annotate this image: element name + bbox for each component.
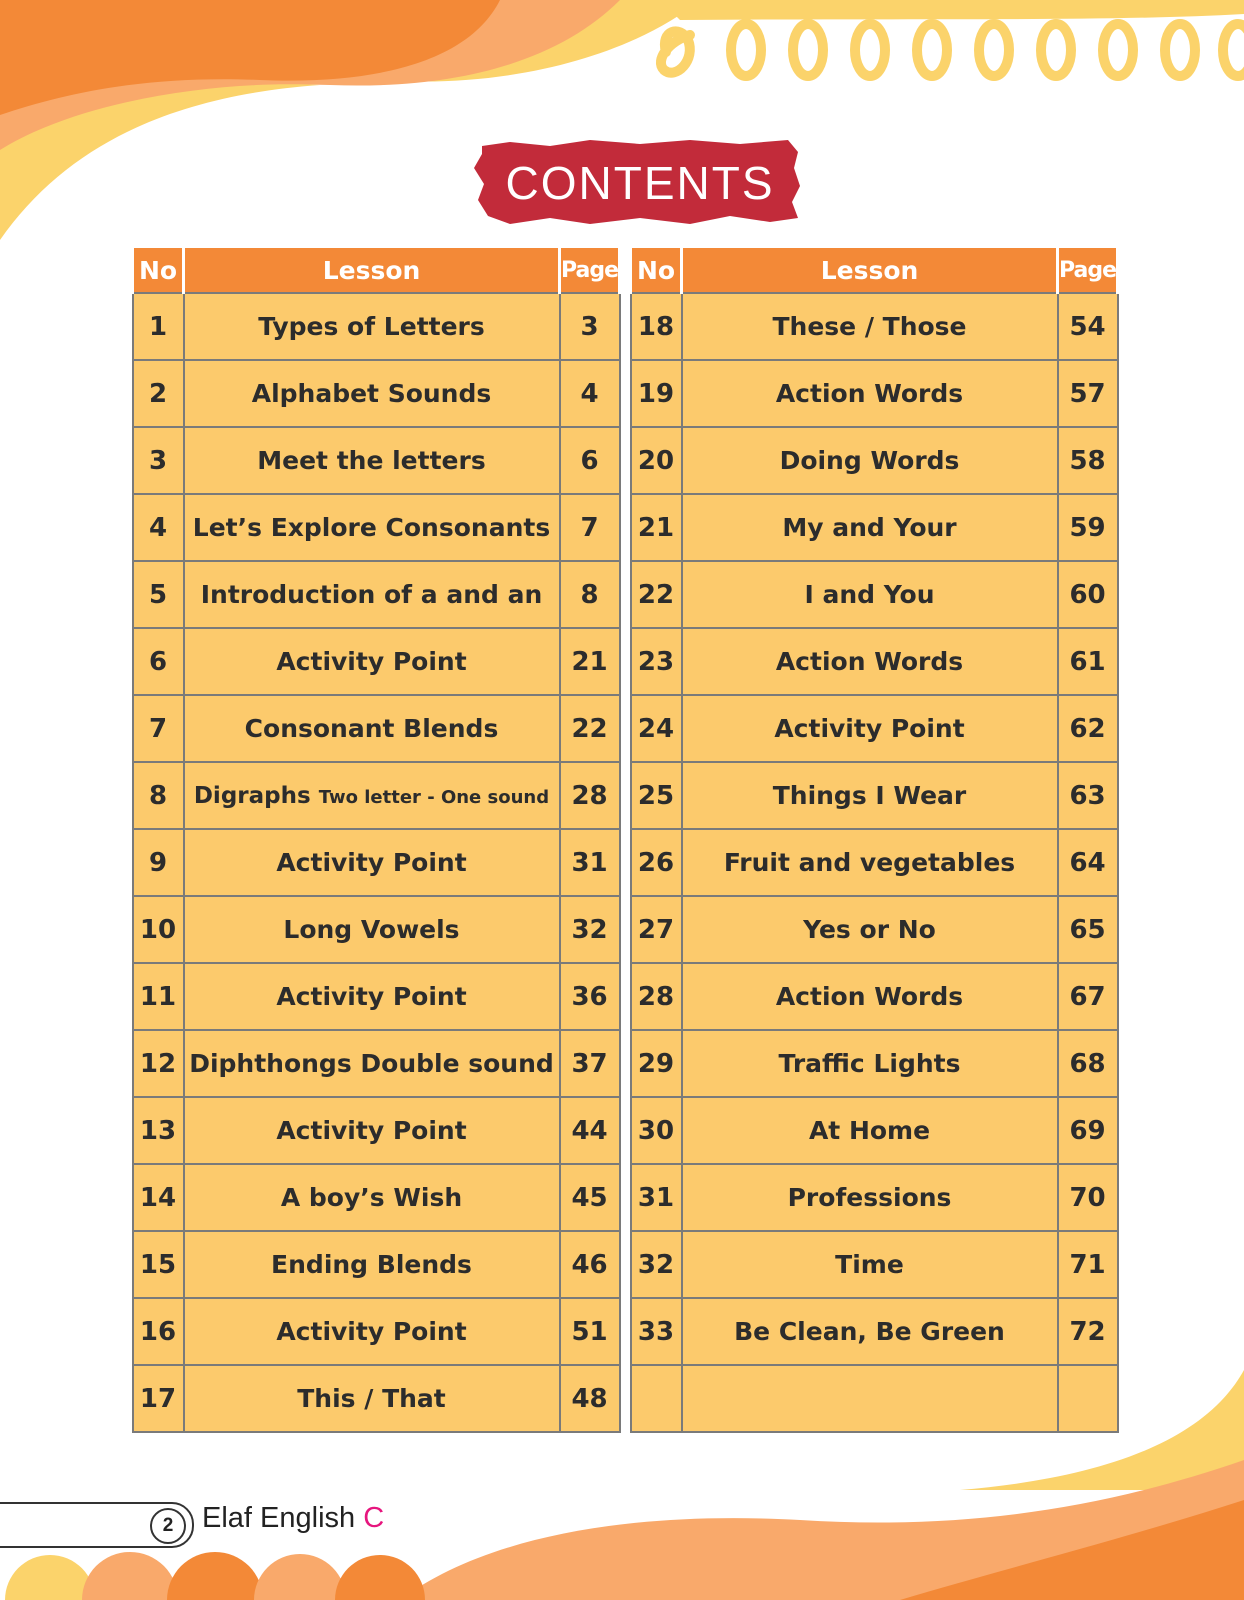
lesson-number: 10 — [133, 896, 184, 963]
lesson-title: Activity Point — [682, 695, 1058, 762]
lesson-title: I and You — [682, 561, 1058, 628]
lesson-number: 9 — [133, 829, 184, 896]
lesson-number: 12 — [133, 1030, 184, 1097]
page-number-cell: 69 — [1058, 1097, 1118, 1164]
table-row — [631, 628, 1118, 695]
page-number-cell: 62 — [1058, 695, 1118, 762]
table-row — [631, 1365, 1118, 1432]
lesson-title: Alphabet Sounds — [184, 360, 560, 427]
lesson-number: 3 — [133, 427, 184, 494]
lesson-number: 30 — [631, 1097, 682, 1164]
lesson-title: Activity Point — [184, 628, 560, 695]
table-row — [133, 427, 620, 494]
page-number-cell: 51 — [560, 1298, 620, 1365]
lesson-title: Things I Wear — [682, 762, 1058, 829]
lesson-title: Types of Letters — [184, 293, 560, 360]
page-number-cell: 72 — [1058, 1298, 1118, 1365]
header-page: Page — [1058, 248, 1118, 293]
table-row — [133, 561, 620, 628]
lesson-number: 24 — [631, 695, 682, 762]
page-number-cell: 21 — [560, 628, 620, 695]
lesson-title-subtitle: Two letter - One sound — [318, 786, 550, 808]
table-row — [631, 561, 1118, 628]
header-no: No — [133, 248, 184, 293]
lesson-number: 14 — [133, 1164, 184, 1231]
lesson-title: Time — [682, 1231, 1058, 1298]
page-number-cell: 67 — [1058, 963, 1118, 1030]
lesson-title: Fruit and vegetables — [682, 829, 1058, 896]
page-number-cell: 22 — [560, 695, 620, 762]
page-number-cell: 36 — [560, 963, 620, 1030]
lesson-title: Ending Blends — [184, 1231, 560, 1298]
lesson-number: 1 — [133, 293, 184, 360]
page-number-cell: 37 — [560, 1030, 620, 1097]
table-row — [631, 896, 1118, 963]
lesson-title: At Home — [682, 1097, 1058, 1164]
lesson-number: 11 — [133, 963, 184, 1030]
page-number-cell: 32 — [560, 896, 620, 963]
table-row — [631, 360, 1118, 427]
table-header-row — [133, 248, 620, 293]
lesson-number: 20 — [631, 427, 682, 494]
lesson-number: 29 — [631, 1030, 682, 1097]
table-row — [631, 1231, 1118, 1298]
lesson-number: 7 — [133, 695, 184, 762]
table-row — [631, 1030, 1118, 1097]
lesson-title: My and Your — [682, 494, 1058, 561]
page-number-cell: 59 — [1058, 494, 1118, 561]
page-number-cell: 31 — [560, 829, 620, 896]
lesson-number: 26 — [631, 829, 682, 896]
table-row — [631, 1298, 1118, 1365]
lesson-number: 8 — [133, 762, 184, 829]
brand-name: Elaf English — [202, 1502, 356, 1534]
table-row — [133, 1097, 620, 1164]
table-row — [631, 762, 1118, 829]
lesson-title: Yes or No — [682, 896, 1058, 963]
lesson-title: Activity Point — [184, 1298, 560, 1365]
page-number-cell: 71 — [1058, 1231, 1118, 1298]
lesson-title — [682, 1365, 1058, 1432]
lesson-title-main: Digraphs — [193, 782, 311, 809]
header-lesson: Lesson — [184, 248, 560, 293]
lesson-number: 6 — [133, 628, 184, 695]
table-row — [133, 963, 620, 1030]
contents-table-right — [629, 248, 1119, 1433]
lesson-title: These / Those — [682, 293, 1058, 360]
page-number-cell: 63 — [1058, 762, 1118, 829]
lesson-title: Let’s Explore Consonants — [184, 494, 560, 561]
table-row — [133, 695, 620, 762]
page-number: 2 — [150, 1508, 186, 1544]
lesson-number: 25 — [631, 762, 682, 829]
book-level: C — [363, 1502, 385, 1534]
page-number-cell: 57 — [1058, 360, 1118, 427]
table-row — [133, 360, 620, 427]
page-number-cell: 60 — [1058, 561, 1118, 628]
page-number-cell: 48 — [560, 1365, 620, 1432]
lesson-title: Professions — [682, 1164, 1058, 1231]
table-row — [133, 1231, 620, 1298]
lesson-number: 23 — [631, 628, 682, 695]
page-number-cell: 65 — [1058, 896, 1118, 963]
table-row — [631, 829, 1118, 896]
page-number-cell: 44 — [560, 1097, 620, 1164]
lesson-number: 33 — [631, 1298, 682, 1365]
lesson-number: 27 — [631, 896, 682, 963]
lesson-title: Long Vowels — [184, 896, 560, 963]
table-row — [133, 829, 620, 896]
page-number-cell: 3 — [560, 293, 620, 360]
table-row — [133, 628, 620, 695]
table-row — [631, 963, 1118, 1030]
header-page: Page — [560, 248, 620, 293]
page-title: CONTENTS — [505, 157, 775, 209]
lesson-number: 21 — [631, 494, 682, 561]
lesson-title: Traffic Lights — [682, 1030, 1058, 1097]
lesson-number: 13 — [133, 1097, 184, 1164]
book-title — [202, 1502, 384, 1535]
lesson-title: This / That — [184, 1365, 560, 1432]
page-number-cell: 54 — [1058, 293, 1118, 360]
lesson-title: Activity Point — [184, 1097, 560, 1164]
page-number-cell: 45 — [560, 1164, 620, 1231]
table-row — [133, 293, 620, 360]
lesson-number: 31 — [631, 1164, 682, 1231]
page-number-cell: 68 — [1058, 1030, 1118, 1097]
page-number-cell: 58 — [1058, 427, 1118, 494]
page-number-cell: 6 — [560, 427, 620, 494]
contents-table-left — [131, 248, 621, 1433]
lesson-number: 18 — [631, 293, 682, 360]
table-row — [631, 1164, 1118, 1231]
page-number-cell — [1058, 1365, 1118, 1432]
contents-title-banner — [470, 138, 810, 228]
table-row — [631, 494, 1118, 561]
page-number-cell: 8 — [560, 561, 620, 628]
lesson-number: 5 — [133, 561, 184, 628]
header-no: No — [631, 248, 682, 293]
table-row — [631, 427, 1118, 494]
table-row — [133, 1298, 620, 1365]
lesson-number: 2 — [133, 360, 184, 427]
table-row — [631, 1097, 1118, 1164]
lesson-number: 16 — [133, 1298, 184, 1365]
lesson-title — [184, 762, 560, 829]
table-header-row — [631, 248, 1118, 293]
lesson-number: 15 — [133, 1231, 184, 1298]
page-number-cell: 61 — [1058, 628, 1118, 695]
lesson-title: Diphthongs Double sound — [184, 1030, 560, 1097]
lesson-number: 19 — [631, 360, 682, 427]
table-row — [133, 1164, 620, 1231]
lesson-number: 28 — [631, 963, 682, 1030]
lesson-number: 32 — [631, 1231, 682, 1298]
lesson-number: 4 — [133, 494, 184, 561]
lesson-number — [631, 1365, 682, 1432]
table-row — [631, 293, 1118, 360]
lesson-number: 22 — [631, 561, 682, 628]
page-number-cell: 7 — [560, 494, 620, 561]
table-row — [631, 695, 1118, 762]
page-number-cell: 70 — [1058, 1164, 1118, 1231]
lesson-title: Action Words — [682, 628, 1058, 695]
lesson-title: Activity Point — [184, 963, 560, 1030]
lesson-title: Doing Words — [682, 427, 1058, 494]
lesson-title: Introduction of a and an — [184, 561, 560, 628]
table-row — [133, 1365, 620, 1432]
table-row — [133, 896, 620, 963]
lesson-title: Meet the letters — [184, 427, 560, 494]
table-row — [133, 494, 620, 561]
table-row — [133, 1030, 620, 1097]
lesson-title: A boy’s Wish — [184, 1164, 560, 1231]
table-row — [133, 762, 620, 829]
page-number-cell: 46 — [560, 1231, 620, 1298]
lesson-number: 17 — [133, 1365, 184, 1432]
lesson-title: Be Clean, Be Green — [682, 1298, 1058, 1365]
lesson-title: Activity Point — [184, 829, 560, 896]
lesson-title: Consonant Blends — [184, 695, 560, 762]
lesson-title: Action Words — [682, 360, 1058, 427]
header-lesson: Lesson — [682, 248, 1058, 293]
page-number-cell: 64 — [1058, 829, 1118, 896]
lesson-title: Action Words — [682, 963, 1058, 1030]
page-number-cell: 28 — [560, 762, 620, 829]
page-number-cell: 4 — [560, 360, 620, 427]
